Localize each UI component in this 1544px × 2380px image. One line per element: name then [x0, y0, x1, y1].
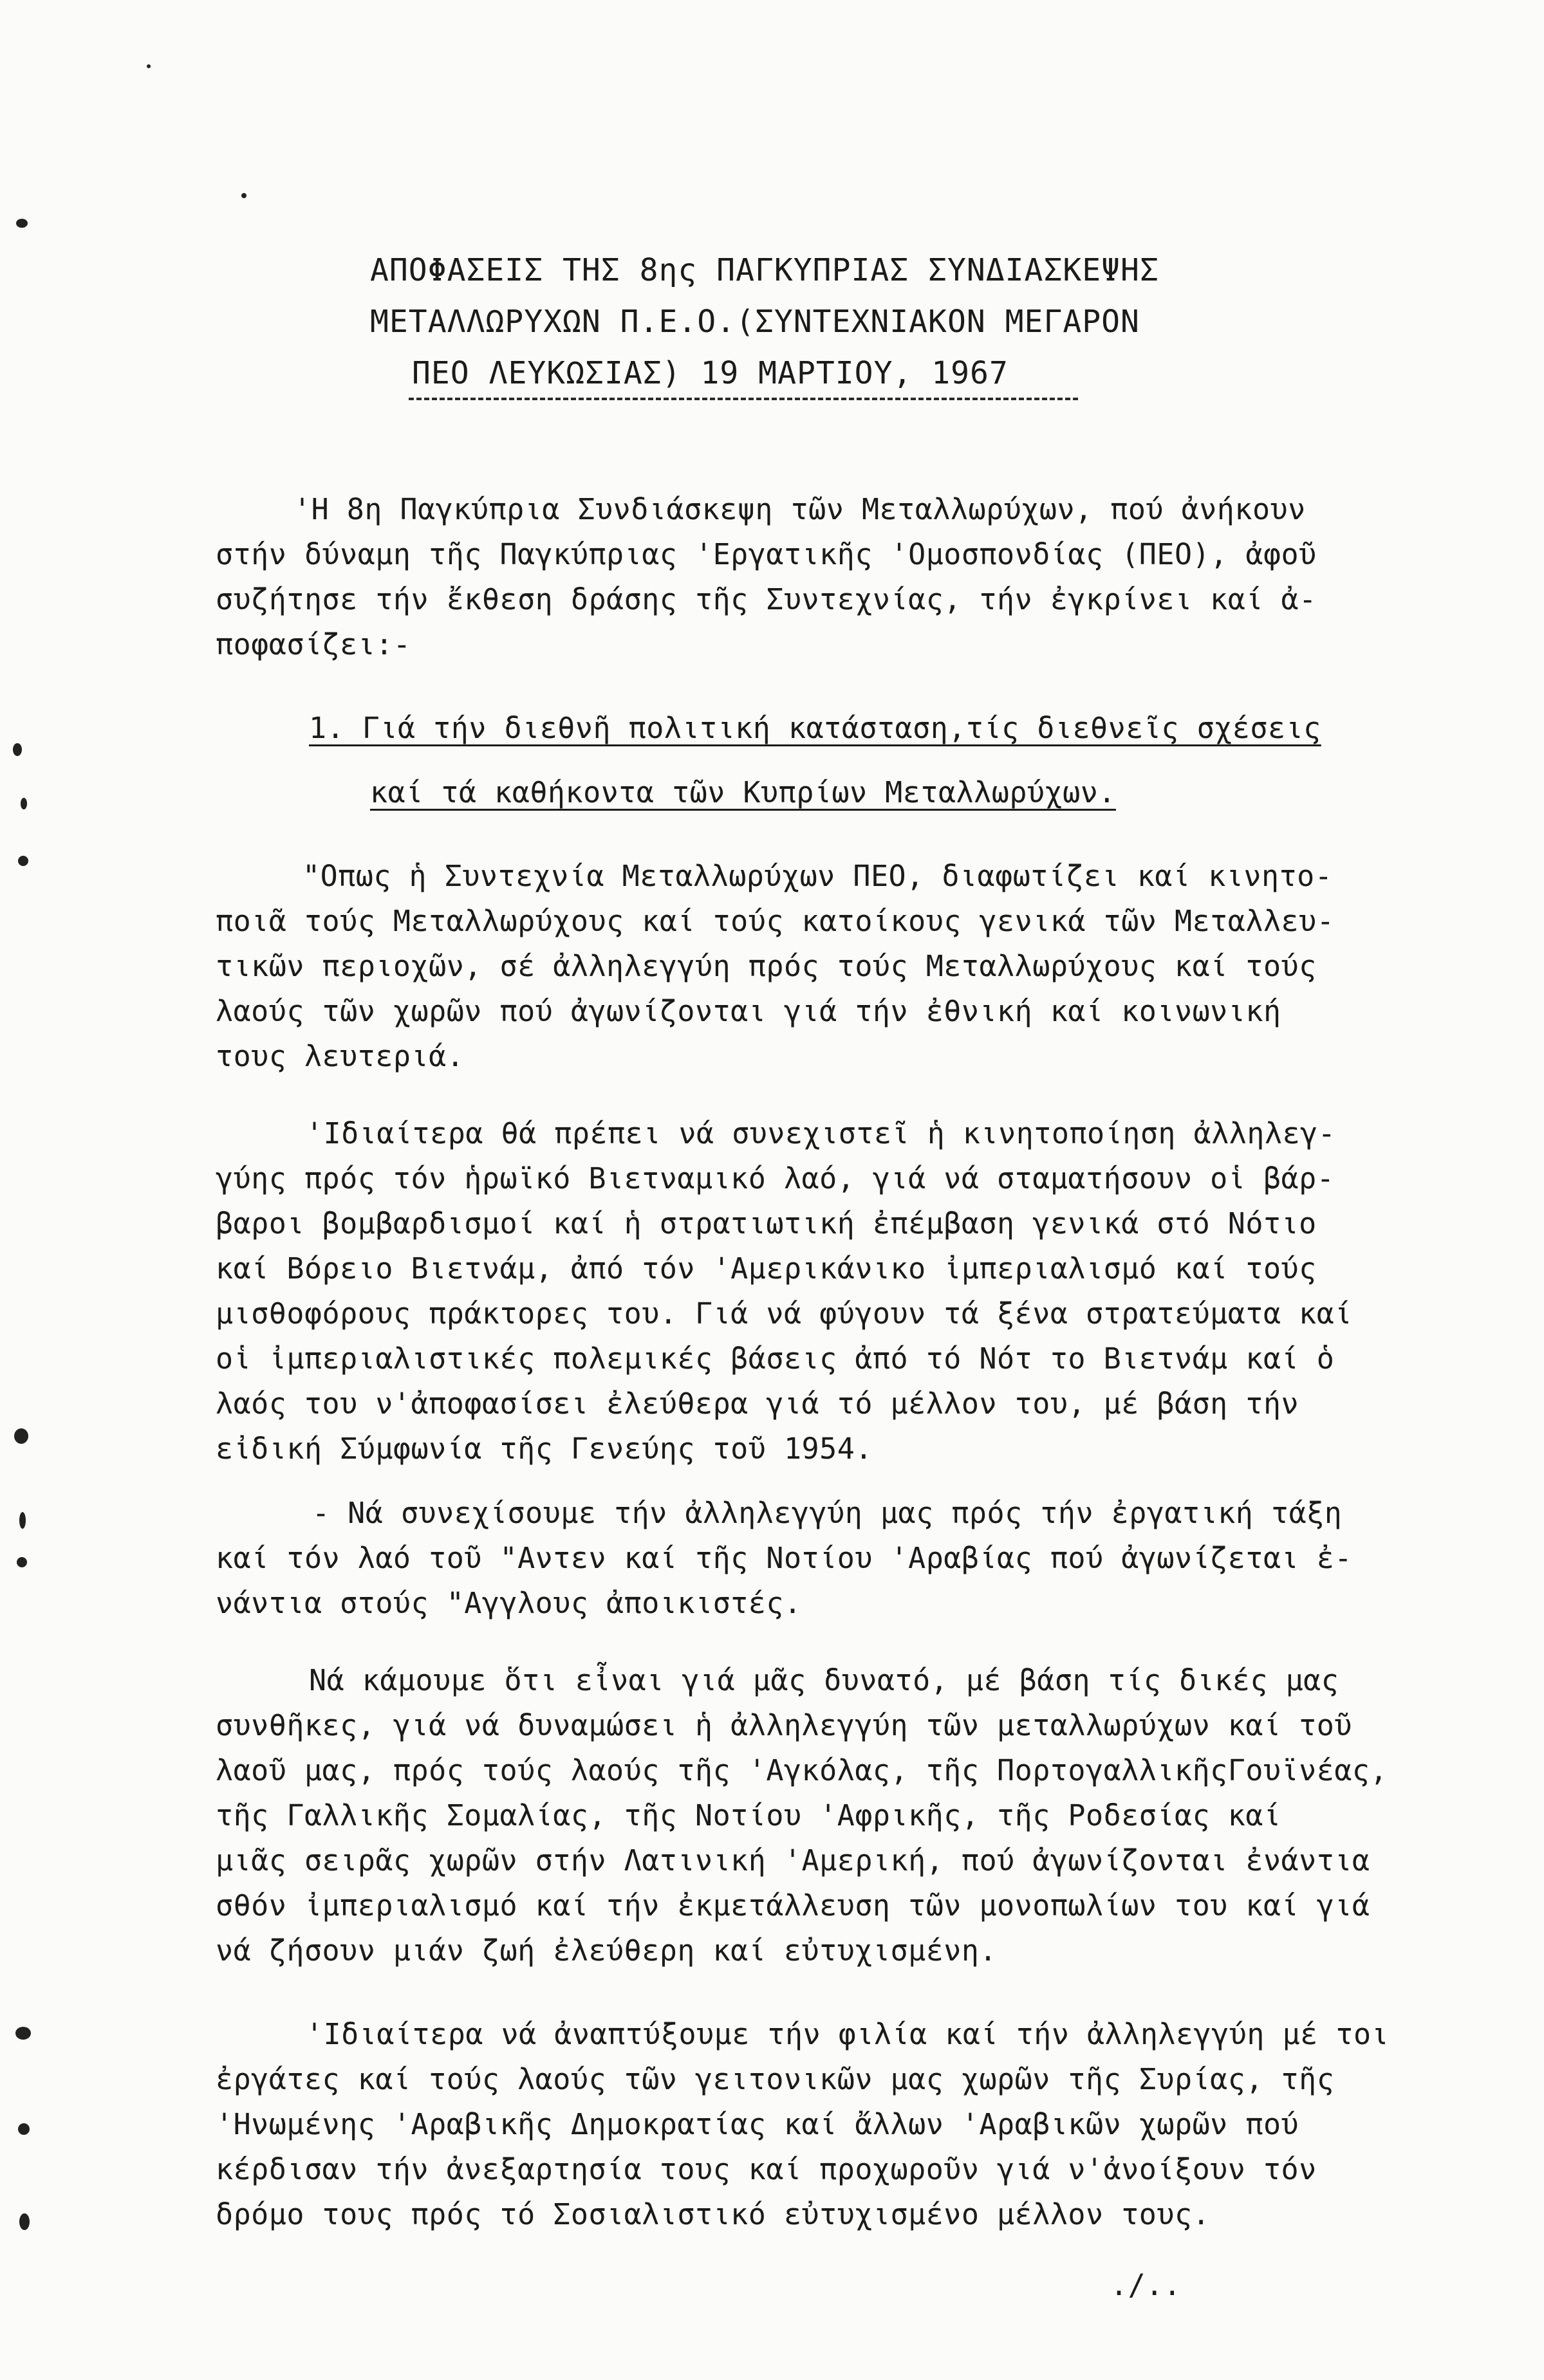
paragraph-4-line-5: μιᾶς σειρᾶς χωρῶν στήν Λατινική 'Αμερική, πού ἀγωνίζονται ἐνάντια — [216, 1843, 1370, 1877]
paragraph-2-line-4: καί Βόρειο Βιετνάμ, ἀπό τόν 'Αμερικάνικο ἰμπεριαλισμό καί τούς — [216, 1251, 1317, 1286]
section-heading-line-2: καί τά καθήκοντα τῶν Κυπρίων Μεταλλωρύχων. — [370, 775, 1116, 809]
paragraph-3-line-3: νάντια στούς "Αγγλους ἀποικιστές. — [216, 1586, 802, 1620]
paragraph-2-line-8: εἰδική Σύμφωνία τῆς Γενεύης τοῦ 1954. — [216, 1432, 873, 1466]
paragraph-1-line-5: τους λευτεριά. — [216, 1039, 465, 1073]
paragraph-2-line-3: βαροι βομβαρδισμοί καί ἡ στρατιωτική ἐπέμβαση γενικά στό Νότιο — [216, 1206, 1317, 1241]
paragraph-5-line-5: δρόμο τους πρός τό Σοσιαλιστικό εὐτυχισμένο μέλλον τους. — [216, 2197, 1211, 2231]
scan-speck — [17, 1557, 27, 1567]
scan-speck — [18, 856, 28, 866]
intro-line-2: στήν δύναμη τῆς Παγκύπριας 'Εργατικῆς 'Ομοσπονδίας (ΠΕΟ), ἀφοῦ — [216, 537, 1317, 571]
paragraph-1-line-3: τικῶν περιοχῶν, σέ ἀλληλεγγύη πρός τούς Μεταλλωρύχους καί τούς — [216, 949, 1317, 983]
paragraph-5-line-2: ἐργάτες καί τούς λαούς τῶν γειτονικῶν μας χωρῶν τῆς Συρίας, τῆς — [216, 2062, 1335, 2096]
paragraph-4-line-3: λαοῦ μας, πρός τούς λαούς τῆς 'Αγκόλας, τῆς ΠορτογαλλικῆςΓουϊνέας, — [216, 1753, 1388, 1787]
scan-speck — [147, 64, 151, 68]
scan-speck — [15, 2027, 31, 2040]
paragraph-2-line-2: γύης πρός τόν ἡρωϊκό Βιετναμικό λαό, γιά νά σταματήσουν οἱ βάρ- — [216, 1161, 1335, 1195]
title-line-3: ΠΕΟ ΛΕΥΚΩΣΙΑΣ) 19 ΜΑΡΤΙΟΥ, 1967 — [412, 355, 1009, 391]
scan-speck — [16, 219, 28, 228]
paragraph-2-line-5: μισθοφόρους πράκτορες του. Γιά νά φύγουν τά ξένα στρατεύματα καί — [216, 1296, 1352, 1331]
scan-speck — [14, 1428, 28, 1444]
intro-line-1: 'Η 8η Παγκύπρια Συνδιάσκεψη τῶν Μεταλλωρύχων, πού ἀνήκουν — [293, 492, 1306, 526]
paragraph-5-line-3: 'Ηνωμένης 'Αραβικῆς Δημοκρατίας καί ἄλλων 'Αραβικῶν χωρῶν πού — [216, 2107, 1299, 2141]
scan-speck — [19, 2213, 30, 2230]
title-line-1: ΑΠΟΦΑΣΕΙΣ ΤΗΣ 8ης ΠΑΓΚΥΠΡΙΑΣ ΣΥΝΔΙΑΣΚΕΨΗΣ — [370, 252, 1159, 288]
paragraph-1-line-4: λαούς τῶν χωρῶν πού ἀγωνίζονται γιά τήν ἐθνική καί κοινωνική — [216, 994, 1281, 1028]
paragraph-4-line-2: συνθῆκες, γιά νά δυναμώσει ἡ ἀλληλεγγύη τῶν μεταλλωρύχων καί τοῦ — [216, 1708, 1352, 1742]
intro-line-3: συζήτησε τήν ἔκθεση δράσης τῆς Συντεχνίας, τήν ἐγκρίνει καί ἀ- — [216, 582, 1317, 616]
scan-speck — [21, 798, 27, 809]
section-heading-line-1: 1. Γιά τήν διεθνῆ πολιτική κατάσταση,τίς διεθνεῖς σχέσεις — [309, 711, 1321, 745]
scan-speck — [18, 2123, 30, 2135]
paragraph-1-line-2: ποιᾶ τούς Μεταλλωρύχους καί τούς κατοίκους γενικά τῶν Μεταλλευ- — [216, 904, 1335, 938]
paragraph-3-line-2: καί τόν λαό τοῦ "Αντεν καί τῆς Νοτίου 'Αραβίας πού ἀγωνίζεται ἐ- — [216, 1541, 1352, 1575]
intro-line-4: ποφασίζει:- — [216, 627, 411, 661]
continuation-mark: ./.. — [1110, 2268, 1182, 2302]
paragraph-4-line-6: σθόν ἰμπεριαλισμό καί τήν ἐκμετάλλευση τῶν μονοπωλίων του καί γιά — [216, 1888, 1370, 1923]
scan-speck — [13, 743, 22, 756]
scan-speck — [241, 193, 246, 198]
paragraph-3-line-1: - Νά συνεχίσουμε τήν ἀλληλεγγύη μας πρός τήν ἐργατική τάξη — [312, 1496, 1343, 1530]
scan-speck — [19, 1512, 26, 1529]
paragraph-4-line-7: νά ζήσουν μιάν ζωή ἐλεύθερη καί εὐτυχισμένη. — [216, 1933, 998, 1968]
paragraph-1-line-1: "Οπως ἡ Συντεχνία Μεταλλωρύχων ΠΕΟ, διαφωτίζει καί κινητο- — [302, 859, 1333, 893]
paragraph-2-line-1: 'Ιδιαίτερα θά πρέπει νά συνεχιστεῖ ἡ κινητοποίηση ἀλληλεγ- — [306, 1116, 1336, 1150]
title-divider — [409, 398, 1078, 400]
paragraph-5-line-1: 'Ιδιαίτερα νά ἀναπτύξουμε τήν φιλία καί τήν ἀλληλεγγύη μέ τοι — [306, 2017, 1390, 2051]
paragraph-2-line-6: οἱ ἰμπεριαλιστικές πολεμικές βάσεις ἀπό τό Νότ το Βιετνάμ καί ὁ — [216, 1342, 1335, 1376]
paragraph-4-line-4: τῆς Γαλλικῆς Σομαλίας, τῆς Νοτίου 'Αφρικῆς, τῆς Ροδεσίας καί — [216, 1798, 1281, 1832]
paragraph-5-line-4: κέρδισαν τήν ἀνεξαρτησία τους καί προχωροῦν γιά ν'ἀνοίξουν τόν — [216, 2152, 1317, 2186]
title-line-2: ΜΕΤΑΛΛΩΡΥΧΩΝ Π.Ε.Ο.(ΣΥΝΤΕΧΝΙΑΚΟΝ ΜΕΓΑΡΟΝ — [370, 304, 1140, 340]
paragraph-4-line-1: Νά κάμουμε ὅτι εἶναι γιά μᾶς δυνατό, μέ βάση τίς δικές μας — [309, 1663, 1339, 1697]
paragraph-2-line-7: λαός του ν'ἀποφασίσει ἐλεύθερα γιά τό μέλλον του, μέ βάση τήν — [216, 1387, 1299, 1421]
